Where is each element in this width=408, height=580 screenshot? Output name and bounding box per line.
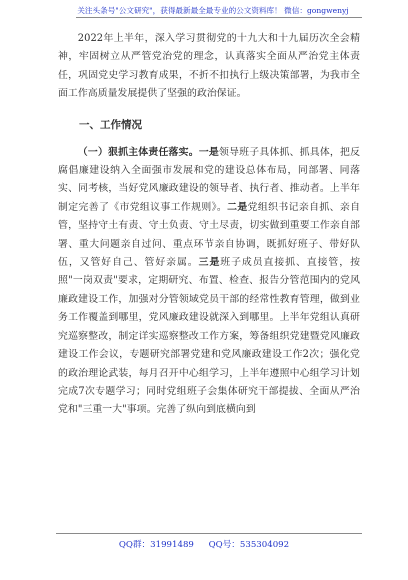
document-body bbox=[58, 30, 360, 420]
header-banner[interactable]: 关注头条号"公文研究"，获得最新最全最专业的公文资料库！ 微信：gongwenyj bbox=[77, 6, 349, 15]
point-1-text: 领导班子具体抓、抓具体，把反腐倡廉建设纳入全面强市发展和党的建设总体布局，同部署、同落实、同考核，当好党风廉政建设的领导者、执行者、推动者。上半年制定完善了《市党组议事工作规则》。 bbox=[58, 146, 360, 213]
point-3-text: 班子成员直接抓、直接管，按照"一岗双责"要求，定期研究、布置、检查、报告分管范围内的党风廉政建设工作，加强对分管领域党员干部的经常性教育管理，做到业务工作覆盖到哪里，党风廉政建设就深入到哪里。上半年党组认真研究巡察整改，制定详实巡察整改工作方案，筹备组织党建暨党风廉政建设工作会议，专题研究部署党建和党风廉政建设工作2次；强化党的政治理论武装，每月召开中心组学习，上半年遵照中心组学习计划完成7次专题学习；同时党组班子会集体研究干部提拔、全面从严治党和"三重一大"事项。完善了纵向到底横向到 bbox=[58, 257, 360, 416]
section-1-title: （一）狠抓主体责任落实。 bbox=[77, 146, 199, 158]
point-2-text: 党组织书记亲自抓、亲自管，坚持守土有责、守土负责、守土尽责，切实做到重要工作亲自部署、重大问题亲自过问、重点环节亲自协调，既抓好班子、带好队伍，又管好自己、管好亲属。 bbox=[58, 201, 360, 269]
footer-qq-group: QQ群：31991489 bbox=[118, 540, 194, 550]
footer bbox=[0, 538, 408, 550]
intro-paragraph: 2022年上半年，深入学习贯彻党的十九大和十九届历次全会精神，牢固树立从严管党治党的理念，认真落实全面从严治党主体责任，巩固党史学习教育成果，不折不扣执行上级决策部署，为我市全面工作高质量发展提供了坚强的政治保证。 bbox=[58, 33, 360, 100]
section-1-paragraph bbox=[58, 144, 360, 420]
point-1-label: 一是 bbox=[198, 146, 219, 158]
header-divider bbox=[76, 17, 362, 18]
footer-divider bbox=[56, 533, 362, 534]
section-heading: 一、工作情况 bbox=[79, 118, 142, 131]
point-3-label: 三是 bbox=[198, 257, 221, 269]
point-2-label: 二是 bbox=[227, 201, 248, 213]
footer-qq-number: QQ号：535304092 bbox=[208, 540, 290, 550]
